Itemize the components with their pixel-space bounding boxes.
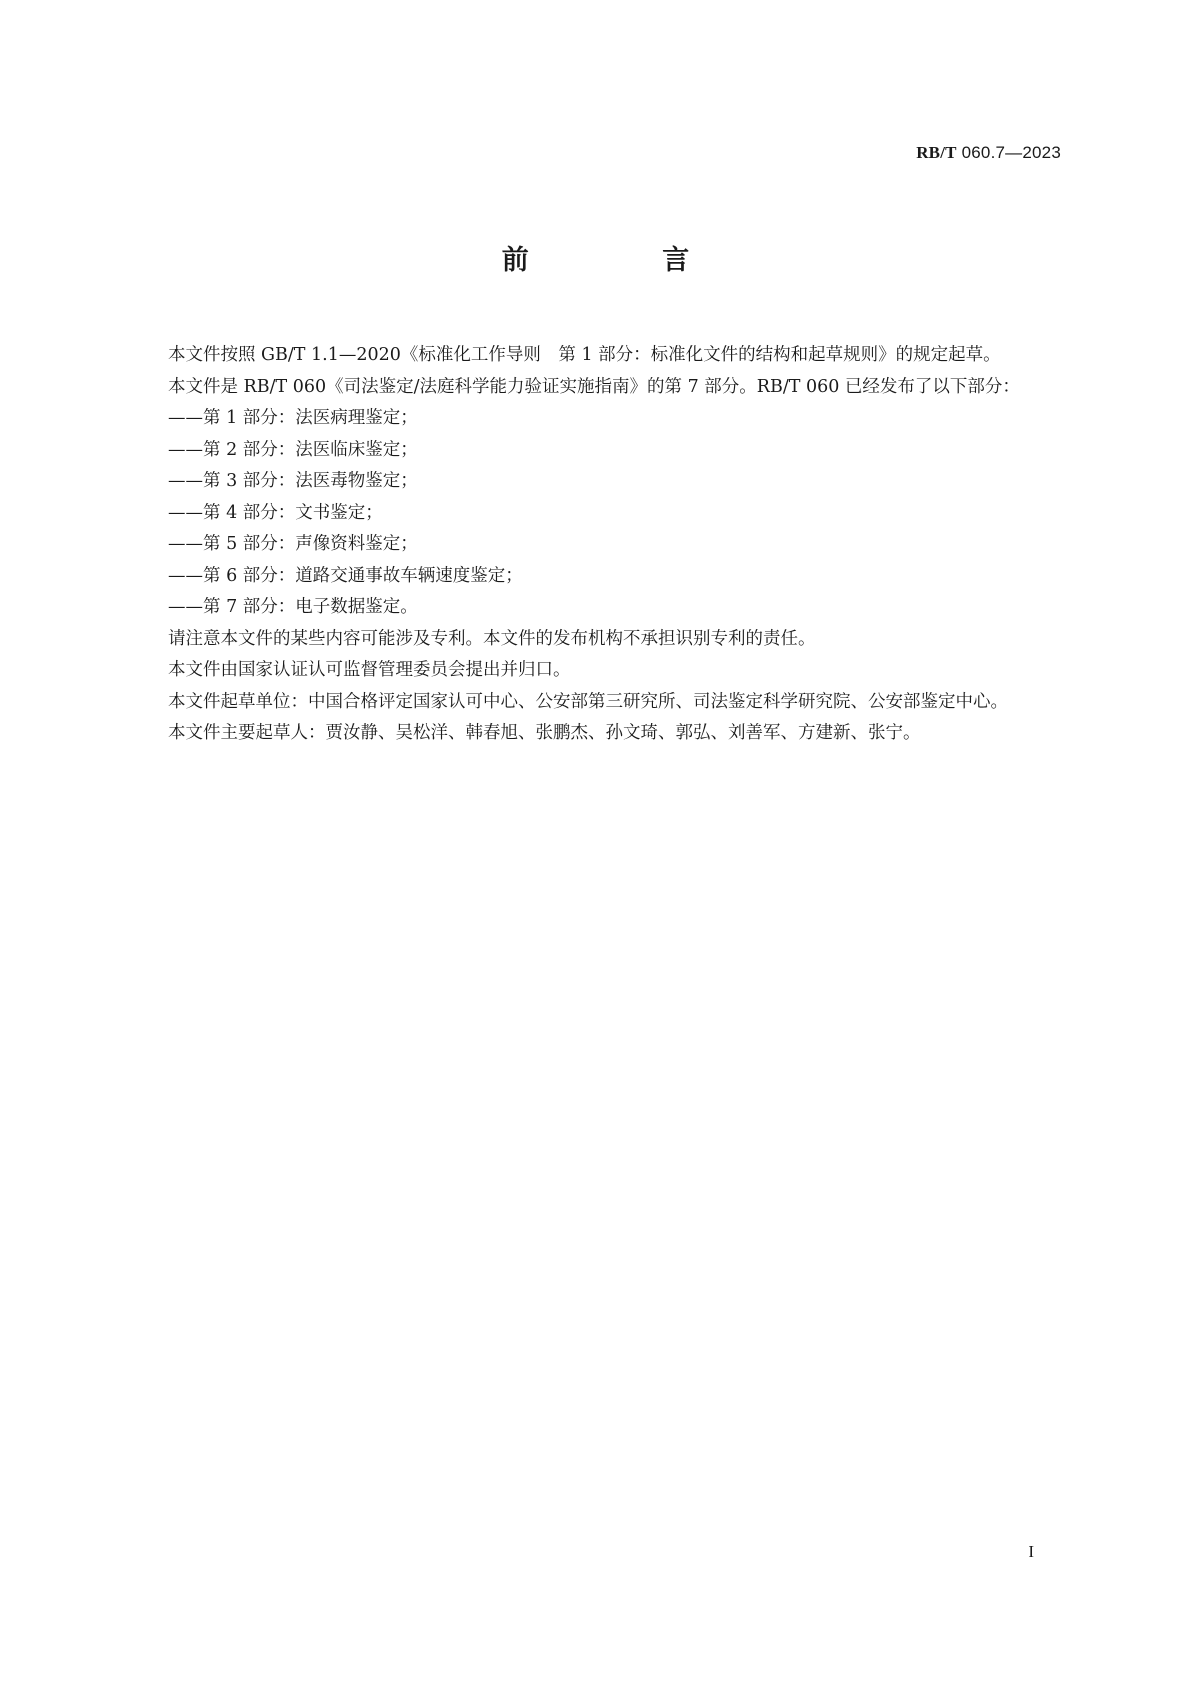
paragraph-patent-notice: 请注意本文件的某些内容可能涉及专利。本文件的发布机构不承担识别专利的责任。 — [168, 628, 816, 649]
document-code-number: 060.7—2023 — [961, 143, 1061, 162]
list-item-part-2: ——第 2 部分：法医临床鉴定； — [168, 439, 418, 460]
paragraph-proposer: 本文件由国家认证认可监督管理委员会提出并归口。 — [168, 660, 571, 680]
paragraph-drafters: 本文件主要起草人：贾汝静、吴松洋、韩春旭、张鹏杰、孙文琦、郭弘、刘善军、方建新、张宁。 — [168, 723, 921, 743]
foreword-body — [133, 340, 1061, 750]
list-item-part-4: ——第 4 部分：文书鉴定； — [168, 502, 383, 523]
paragraph-drafting-rules: 本文件按照 GB/T 1.1—2020《标准化工作导则 第 1 部分：标准化文件的结构和起草规则》的规定起草。 — [168, 345, 1001, 365]
list-item-part-7: ——第 7 部分：电子数据鉴定。 — [168, 597, 418, 617]
paragraph-series-intro: 本文件是 RB/T 060《司法鉴定/法庭科学能力验证实施指南》的第 7 部分。RB/T 060 已经发布了以下部分： — [168, 376, 1020, 397]
list-item-part-1: ——第 1 部分：法医病理鉴定； — [168, 408, 418, 428]
page-title: 前 言 — [501, 245, 752, 276]
list-item-part-6: ——第 6 部分：道路交通事故车辆速度鉴定； — [168, 565, 523, 586]
document-code-prefix: RB/T — [916, 143, 957, 162]
list-item-part-5: ——第 5 部分：声像资料鉴定； — [168, 534, 418, 554]
list-item-part-3: ——第 3 部分：法医毒物鉴定； — [168, 471, 418, 491]
paragraph-drafting-units: 本文件起草单位：中国合格评定国家认可中心、公安部第三研究所、司法鉴定科学研究院、公安部鉴定中心。 — [168, 691, 1008, 712]
page-number: I — [1028, 1542, 1034, 1561]
document-code — [916, 141, 1061, 165]
